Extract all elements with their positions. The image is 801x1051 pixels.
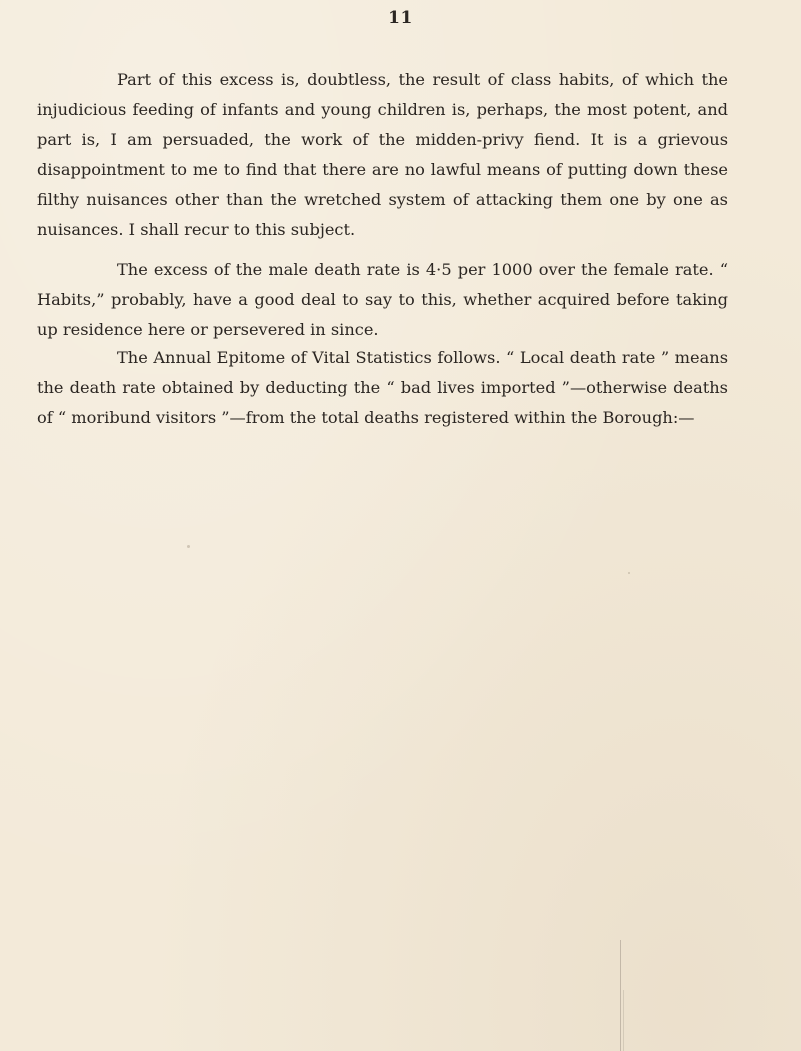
scan-artifact-line [623, 990, 624, 1051]
paragraph-text: Part of this excess is, doubtless, the result of class habits, of which the injudicious feeding of infants and young children is, perhaps, the most potent, and part is, I am persuaded, the work of the midden-privy fiend. It is a grievous disappointment to me to find that there are no lawful means of putting down these filthy nuisances other than the wretched system of attacking them one by one as nuisances. I shall recur to this subject. [37, 70, 728, 239]
paragraph-text: The Annual Epitome of Vital Statistics follows. “ Local death rate ” means the death rate obtained by deducting the “ bad lives imported ”—otherwise deaths of “ moribund visitors ”—from the total deaths registered within the Borough:— [37, 348, 728, 427]
paper-speck [187, 545, 190, 548]
scan-artifact-line [620, 940, 621, 1051]
page-number: 11 [388, 8, 413, 28]
paragraph [37, 343, 728, 433]
paper-speck [628, 572, 630, 574]
paragraph [37, 65, 728, 245]
paragraph [37, 255, 728, 345]
paragraph-text: The excess of the male death rate is 4·5 per 1000 over the female rate. “ Habits,” probably, have a good deal to say to this, whether acquired before taking up residence here or persevered in since. [37, 260, 728, 339]
